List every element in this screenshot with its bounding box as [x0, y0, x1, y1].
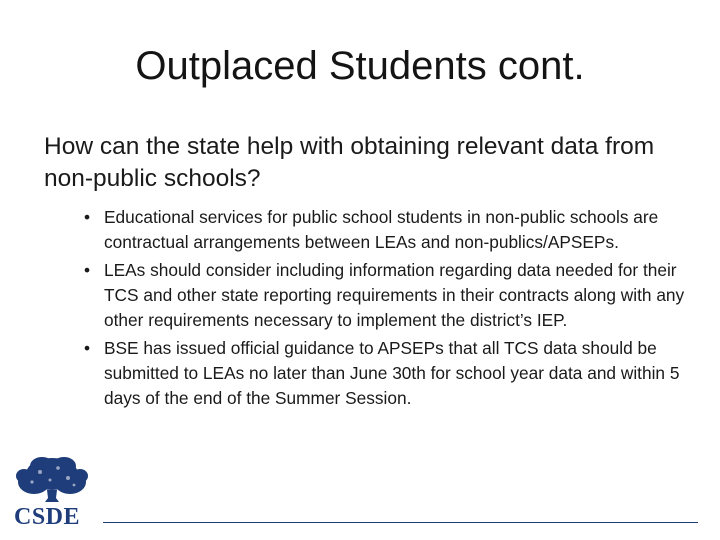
slide-question: How can the state help with obtaining relevant data from non-public schools?: [44, 133, 655, 192]
slide-title: Outplaced Students cont.: [135, 44, 585, 88]
bullet-item: [84, 205, 694, 255]
bullet-text: LEAs should consider including information regarding data needed for their TCS and other state reporting requirements in their contracts along with any other requirements necessary to implement the district’s IEP.: [104, 260, 685, 330]
footer-divider: [103, 522, 698, 523]
bullet-marker: •: [84, 338, 91, 358]
logo-text: CSDE: [14, 504, 81, 530]
bullet-marker: •: [84, 207, 91, 227]
bullet-item: [84, 258, 694, 333]
bullet-text: Educational services for public school students in non-public schools are contractual arrangements between LEAs and non-publics/APSEPs.: [104, 207, 659, 252]
bullet-list: [84, 205, 694, 414]
bullet-item: [84, 336, 694, 411]
bullet-text: BSE has issued official guidance to APSEPs that all TCS data should be submitted to LEAs no later than June 30th for school year data and within 5 days of the end of the Summer Session.: [104, 338, 680, 408]
bullet-marker: •: [84, 260, 91, 280]
